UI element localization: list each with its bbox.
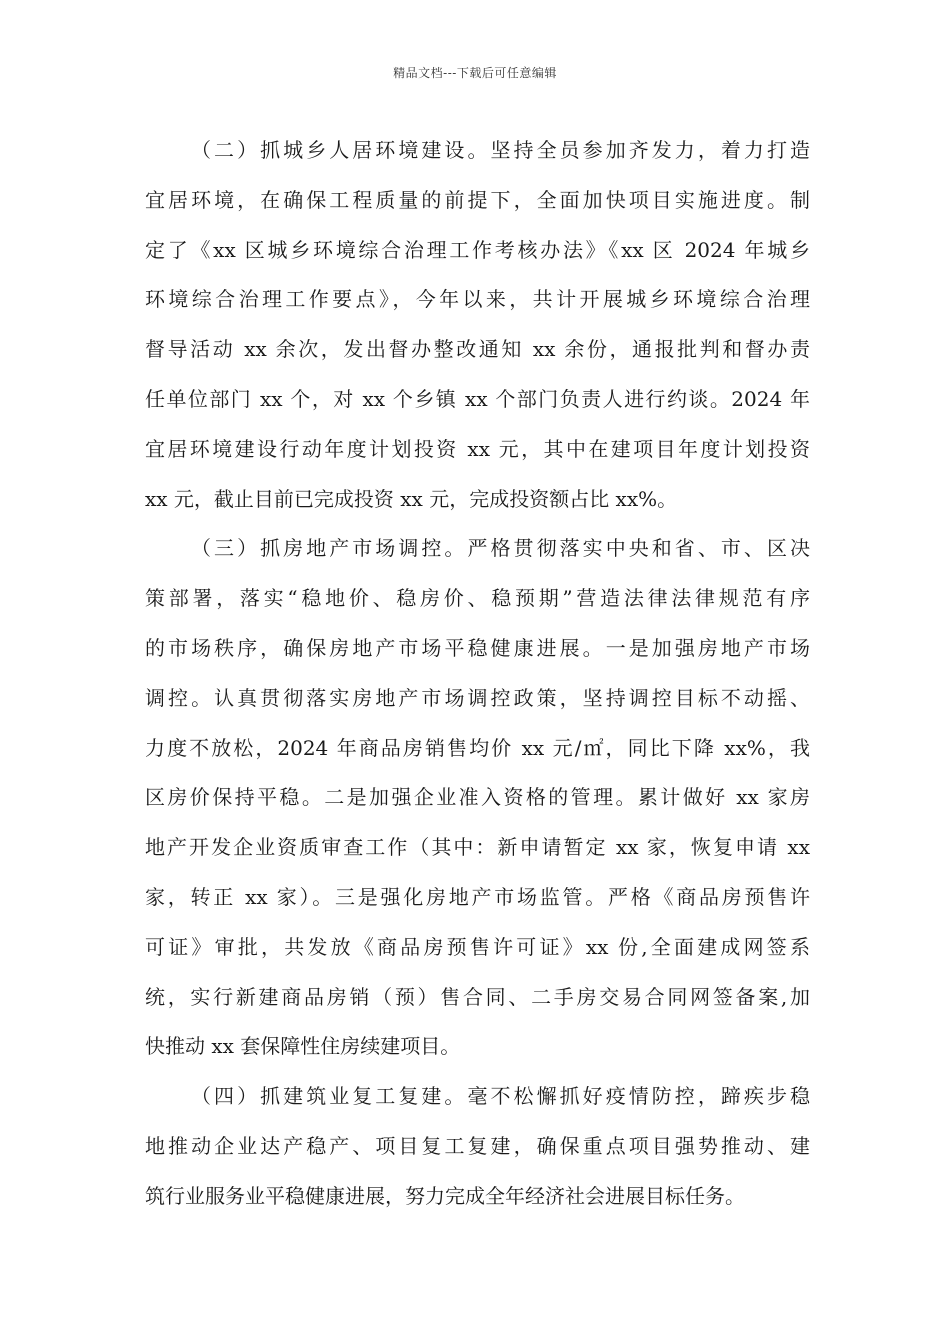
paragraph-line: 策部署，落实“稳地价、稳房价、稳预期”营造法律法律规范有序 [145,586,810,611]
paragraph-line: （四）抓建筑业复工复建。毫不松懈抓好疫情防控，蹄疾步稳 [191,1084,810,1109]
paragraph-line: 调控。认真贯彻落实房地产市场调控政策，坚持调控目标不动摇、 [145,685,810,710]
paragraph-line: 地推动企业达产稳产、项目复工复建，确保重点项目强势推动、建 [145,1133,810,1158]
paragraph-line: xx 元，截止目前已完成投资 xx 元，完成投资额占比 xx%。 [145,486,678,511]
paragraph-section-4 [145,1072,810,1221]
paragraph-line: 家，转正 xx 家）。三是强化房地产市场监管。严格《商品房预售许 [145,884,810,909]
paragraph-section-2 [145,126,810,524]
paragraph-line: 的市场秩序，确保房地产市场平稳健康进展。一是加强房地产市场 [145,635,810,660]
paragraph-line: 快推动 xx 套保障性住房续建项目。 [145,1034,461,1059]
paragraph-line: 地产开发企业资质审查工作（其中：新申请暂定 xx 家，恢复申请 xx [145,835,810,860]
paragraph-line: 任单位部门 xx 个，对 xx 个乡镇 xx 个部门负责人进行约谈。2024 年 [145,386,810,411]
paragraph-line: 定了《xx 区城乡环境综合治理工作考核办法》《xx 区 2024 年城乡 [145,237,810,262]
paragraph-line: 宜居环境建设行动年度计划投资 xx 元，其中在建项目年度计划投资 [145,436,810,461]
paragraph-section-3 [145,524,810,1072]
paragraph-line: 宜居环境，在确保工程质量的前提下，全面加快项目实施进度。制 [145,187,810,212]
document-body [145,126,810,1222]
paragraph-line: 可证》审批，共发放《商品房预售许可证》xx 份,全面建成网签系 [145,934,810,959]
paragraph-line: 筑行业服务业平稳健康进展，努力完成全年经济社会进展目标任务。 [145,1183,745,1208]
paragraph-line: 力度不放松，2024 年商品房销售均价 xx 元/㎡，同比下降 xx%，我 [145,735,810,760]
header-note: 精品文档---下载后可任意编辑 [393,66,557,80]
paragraph-line: 督导活动 xx 余次，发出督办整改通知 xx 余份，通报批判和督办责 [145,337,810,362]
paragraph-line: （二）抓城乡人居环境建设。坚持全员参加齐发力，着力打造 [191,138,810,162]
paragraph-line: 区房价保持平稳。二是加强企业准入资格的管理。累计做好 xx 家房 [145,785,810,810]
paragraph-line: 统，实行新建商品房销（预）售合同、二手房交易合同网签备案,加 [145,984,810,1009]
paragraph-line: 环境综合治理工作要点》，今年以来，共计开展城乡环境综合治理 [145,287,810,312]
paragraph-line: （三）抓房地产市场调控。严格贯彻落实中央和省、市、区决 [191,536,810,561]
